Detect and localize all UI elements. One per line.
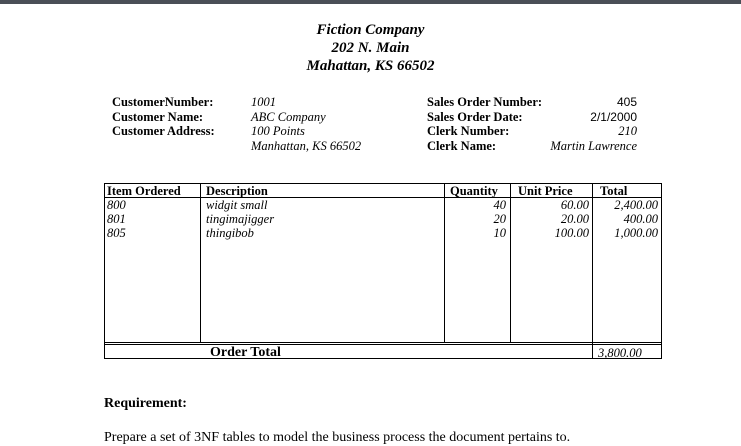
header-unit-price: Unit Price [518, 184, 573, 198]
sales-order-number: 405 [616, 95, 637, 109]
header-description: Description [206, 184, 268, 198]
customer-number-label: CustomerNumber: [112, 95, 214, 109]
row2-item: 801 [107, 212, 126, 226]
requirement-text: Prepare a set of 3NF tables to model the business process the document pertains to. [104, 430, 571, 445]
window-top-bar [0, 0, 741, 4]
sales-order-number-label: Sales Order Number: [427, 95, 543, 109]
clerk-name: Martin Lawrence [550, 139, 637, 153]
row2-unit-price: 20.00 [560, 212, 589, 226]
company-name: Fiction Company [316, 22, 425, 38]
row3-description: thingibob [206, 226, 254, 240]
customer-name-label: Customer Name: [112, 110, 204, 124]
col-divider-item [200, 183, 201, 343]
row1-description: widgit small [206, 198, 268, 212]
customer-address-label: Customer Address: [112, 124, 215, 138]
order-total-value: 3,800.00 [598, 346, 642, 360]
table-border-top [104, 183, 662, 184]
sales-order-date-label: Sales Order Date: [427, 110, 523, 124]
customer-name: ABC Company [251, 110, 326, 124]
row3-total: 1,000.00 [614, 226, 658, 240]
row1-total: 2,400.00 [614, 198, 658, 212]
row1-item: 800 [107, 198, 126, 212]
company-city: Mahattan, KS 66502 [306, 58, 435, 74]
clerk-name-label: Clerk Name: [427, 139, 497, 153]
customer-number: 1001 [251, 95, 276, 109]
customer-address-line2: Manhattan, KS 66502 [251, 139, 362, 153]
clerk-number-label: Clerk Number: [427, 124, 510, 138]
row1-quantity: 40 [493, 198, 506, 212]
row3-unit-price: 100.00 [554, 226, 589, 240]
row2-total: 400.00 [623, 212, 658, 226]
row2-quantity: 20 [493, 212, 506, 226]
header-quantity: Quantity [450, 184, 498, 198]
total-divider-bottom [104, 344, 662, 345]
table-border-bottom [104, 358, 662, 359]
row1-unit-price: 60.00 [560, 198, 589, 212]
header-item-ordered: Item Ordered [107, 184, 181, 198]
row2-description: tingimajigger [206, 212, 275, 226]
clerk-number: 210 [618, 124, 637, 138]
customer-address-line1: 100 Points [251, 124, 305, 138]
requirement-heading: Requirement: [104, 396, 187, 411]
sales-order-date: 2/1/2000 [590, 110, 637, 124]
line-items-table [104, 183, 662, 359]
total-divider-top [104, 342, 662, 343]
company-street: 202 N. Main [331, 40, 410, 56]
header-total: Total [600, 184, 628, 198]
table-border-right [661, 183, 662, 359]
table-border-left [104, 183, 105, 359]
row3-quantity: 10 [493, 226, 506, 240]
row3-item: 805 [107, 226, 126, 240]
order-total-label: Order Total [210, 345, 281, 360]
